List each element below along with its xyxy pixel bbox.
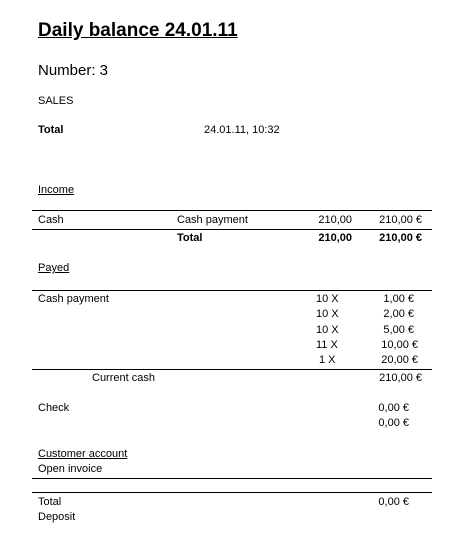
income-cash-amount: 210,00 bbox=[318, 214, 352, 226]
current-cash-value: 210,00 € bbox=[379, 372, 422, 384]
payed-value: 1,00 € bbox=[383, 293, 414, 305]
divider bbox=[32, 290, 432, 291]
payed-count: 11 X bbox=[316, 339, 338, 351]
payed-heading: Payed bbox=[38, 262, 70, 274]
divider bbox=[32, 492, 432, 493]
divider bbox=[32, 369, 432, 370]
check-value-1: 0,00 € bbox=[378, 402, 409, 414]
income-cash-amount-eur: 210,00 € bbox=[379, 214, 422, 226]
income-total-amount: 210,00 bbox=[318, 232, 352, 244]
payed-value: 2,00 € bbox=[383, 308, 414, 320]
income-total-label: Total bbox=[177, 232, 203, 244]
footer-total-value: 0,00 € bbox=[378, 496, 409, 508]
current-cash-label: Current cash bbox=[92, 372, 155, 384]
check-label: Check bbox=[38, 402, 70, 414]
footer-deposit-label: Deposit bbox=[38, 511, 76, 523]
payed-value: 20,00 € bbox=[381, 354, 418, 366]
footer-total-label: Total bbox=[38, 496, 62, 508]
check-value-2: 0,00 € bbox=[378, 417, 409, 429]
customer-account-label: Customer account bbox=[38, 448, 128, 460]
income-cash-type: Cash payment bbox=[177, 214, 248, 226]
divider bbox=[32, 229, 432, 230]
income-heading: Income bbox=[38, 184, 75, 196]
document-title: Daily balance 24.01.11 bbox=[38, 20, 238, 41]
sales-label: SALES bbox=[38, 95, 74, 107]
total-datetime: 24.01.11, 10:32 bbox=[204, 124, 280, 136]
payed-value: 5,00 € bbox=[383, 324, 414, 336]
divider bbox=[32, 478, 432, 479]
payed-cash-payment-label: Cash payment bbox=[38, 293, 109, 305]
open-invoice-label: Open invoice bbox=[38, 463, 103, 475]
payed-count: 1 X bbox=[319, 354, 336, 366]
divider bbox=[32, 210, 432, 211]
payed-count: 10 X bbox=[316, 293, 339, 305]
total-label: Total bbox=[38, 124, 64, 136]
income-cash-label: Cash bbox=[38, 214, 64, 226]
payed-value: 10,00 € bbox=[381, 339, 418, 351]
income-total-amount-eur: 210,00 € bbox=[379, 232, 422, 244]
number-line: Number: 3 bbox=[38, 62, 109, 79]
payed-count: 10 X bbox=[316, 308, 339, 320]
payed-count: 10 X bbox=[316, 324, 339, 336]
